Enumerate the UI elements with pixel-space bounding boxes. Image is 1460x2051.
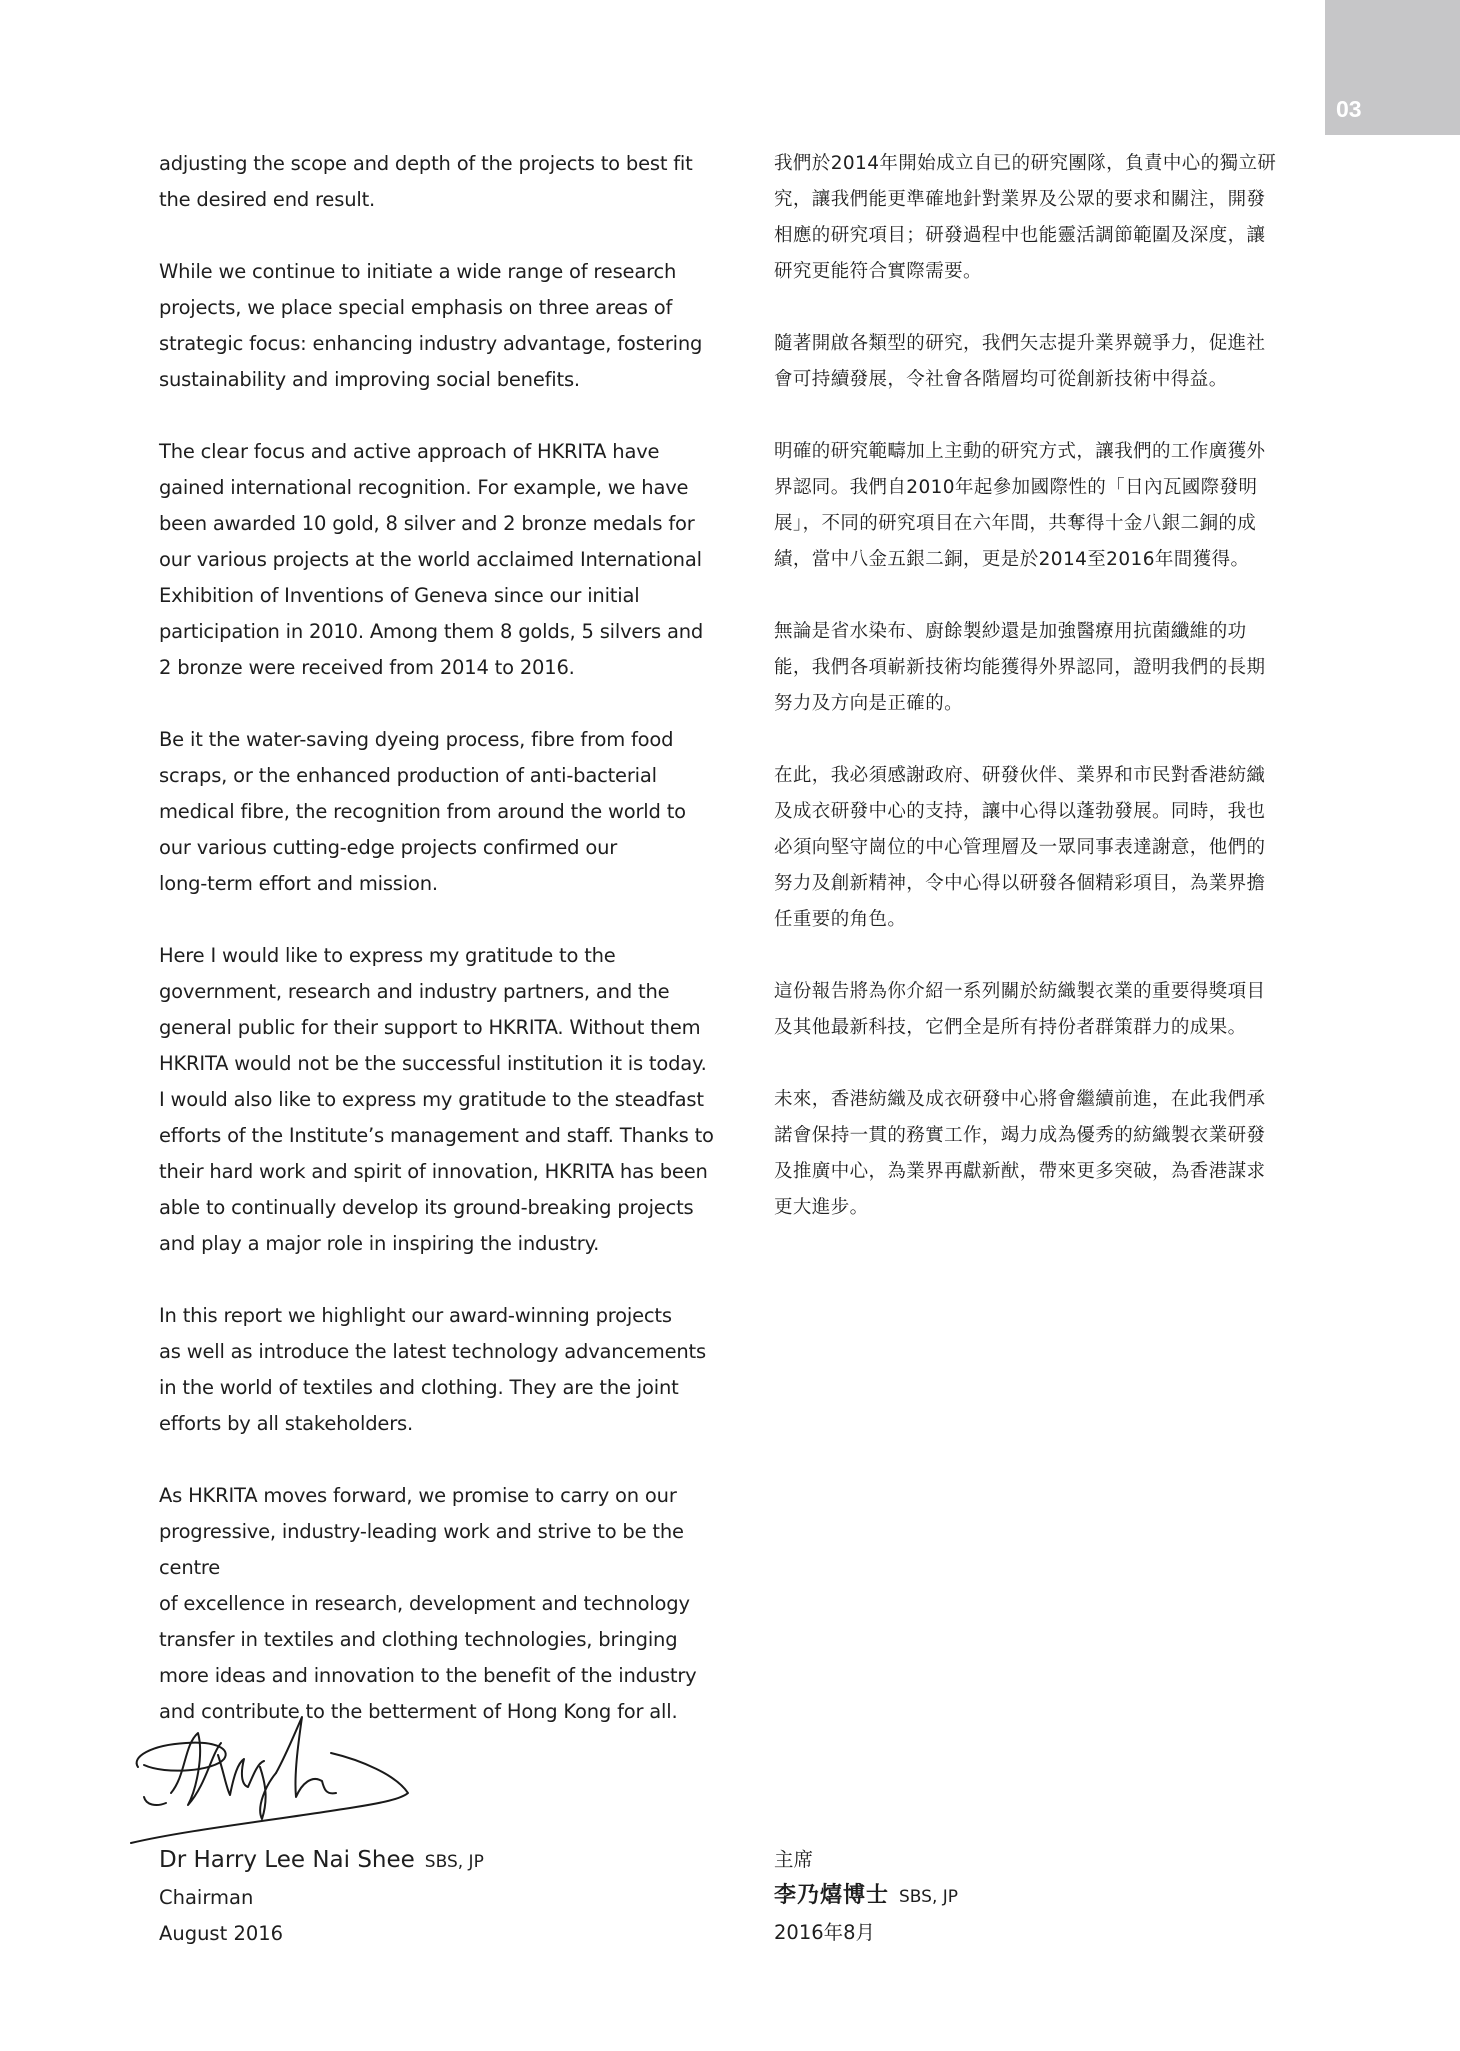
chairman-name-zh: 李乃熺博士: [774, 1883, 890, 1908]
english-paragraph-6: In this report we highlight our award-winning projects as well as introduce the latest technology advancements in the world of textiles and clothing. They are the joint efforts by all stakeholders.: [159, 1304, 706, 1435]
english-signoff: [159, 1842, 484, 1952]
chairman-honours-en: SBS, JP: [424, 1852, 484, 1872]
chinese-paragraph-6: 這份報告將為你介紹一系列關於紡織製衣業的重要得獎項目 及其他最新科技，它們全是所有持份者群策群力的成果。: [774, 981, 1266, 1038]
chinese-paragraph-7: 未來，香港紡織及成衣研發中心將會繼續前進，在此我們承 諾會保持一貫的務實工作，竭力成為優秀的紡織製衣業研發 及推廣中心，為業界再獻新猷，帶來更多突破，為香港謀求 更大進步。: [774, 1089, 1266, 1218]
english-paragraph-3: The clear focus and active approach of HKRITA have gained international recognition. For example, we have been awarded 10 gold, 8 silver and 2 bronze medals for our various projects at the world acclaimed International Exhibition of Inventions of Geneva since our initial participation in 2010. Among them 8 golds, 5 silvers and 2 bronze were received from 2014 to 2016.: [159, 440, 704, 679]
page-number: 03: [1336, 96, 1362, 122]
chairman-title-en: Chairman: [159, 1886, 254, 1909]
english-paragraph-4: Be it the water-saving dyeing process, fibre from food scraps, or the enhanced production of anti-bacterial medical fibre, the recognition from around the world to our various cutting-edge projects confirmed our long-term effort and mission.: [159, 728, 686, 895]
chairman-name-en: Dr Harry Lee Nai Shee: [159, 1847, 415, 1873]
chinese-paragraph-3: 明確的研究範疇加上主動的研究方式，讓我們的工作廣獲外 界認同。我們自2010年起參加國際性的「日內瓦國際發明 展」，不同的研究項目在六年間，共奪得十金八銀二銅的成 績，當中八金五銀二銅，更是於2014至2016年間獲得。: [774, 441, 1266, 570]
english-paragraph-7: As HKRITA moves forward, we promise to carry on our progressive, industry-leading work and strive to be the centre of excellence in research, development and technology transfer in textiles and clothing technologies, bringing more ideas and innovation to the benefit of the industry and contribute to the betterment of Hong Kong for all.: [159, 1484, 697, 1723]
chinese-paragraph-4: 無論是省水染布、廚餘製紗還是加強醫療用抗菌纖維的功 能，我們各項嶄新技術均能獲得外界認同，證明我們的長期 努力及方向是正確的。: [774, 621, 1266, 714]
chairman-name-line: [159, 1842, 484, 1880]
english-column: [159, 146, 729, 1766]
chinese-paragraph-1: 我們於2014年開始成立自已的研究團隊，負責中心的獨立研 究，讓我們能更準確地針對業界及公眾的要求和關注，開發 相應的研究項目；研發過程中也能靈活調節範圍及深度，讓 研究更能符合實際需要。: [774, 153, 1277, 282]
signoff-date-en: August 2016: [159, 1922, 284, 1945]
signoff-date-zh: 2016年8月: [774, 1921, 876, 1944]
chairman-honours-zh: SBS, JP: [899, 1887, 959, 1907]
chinese-paragraph-2: 隨著開啟各類型的研究，我們矢志提升業界競爭力，促進社 會可持續發展，令社會各階層均可從創新技術中得益。: [774, 333, 1266, 390]
chinese-signoff: [774, 1842, 958, 1951]
handwritten-signature: [126, 1715, 426, 1855]
chinese-column: [774, 146, 1334, 1262]
chairman-title-zh: 主席: [774, 1848, 814, 1871]
english-paragraph-5: Here I would like to express my gratitude to the government, research and industry partners, and the general public for their support to HKRITA. Without them HKRITA would not be the successful institution it is today. I would also like to express my gratitude to the steadfast efforts of the Institute’s management and staff. Thanks to their hard work and spirit of innovation, HKRITA has been able to continually develop its ground-breaking projects and play a major role in inspiring the industry.: [159, 944, 714, 1255]
english-paragraph-2: While we continue to initiate a wide range of research projects, we place special emphasis on three areas of strategic focus: enhancing industry advantage, fostering sustainability and improving social benefits.: [159, 260, 703, 391]
chinese-paragraph-5: 在此，我必須感謝政府、研發伙伴、業界和市民對香港紡織 及成衣研發中心的支持，讓中心得以蓬勃發展。同時，我也 必須向堅守崗位的中心管理層及一眾同事表達謝意，他們的 努力及創新精神，令中心得以研發各個精彩項目，為業界擔 任重要的角色。: [774, 765, 1266, 930]
english-paragraph-1: adjusting the scope and depth of the projects to best fit the desired end result.: [159, 152, 693, 211]
chairman-name-line-zh: [774, 1878, 958, 1915]
